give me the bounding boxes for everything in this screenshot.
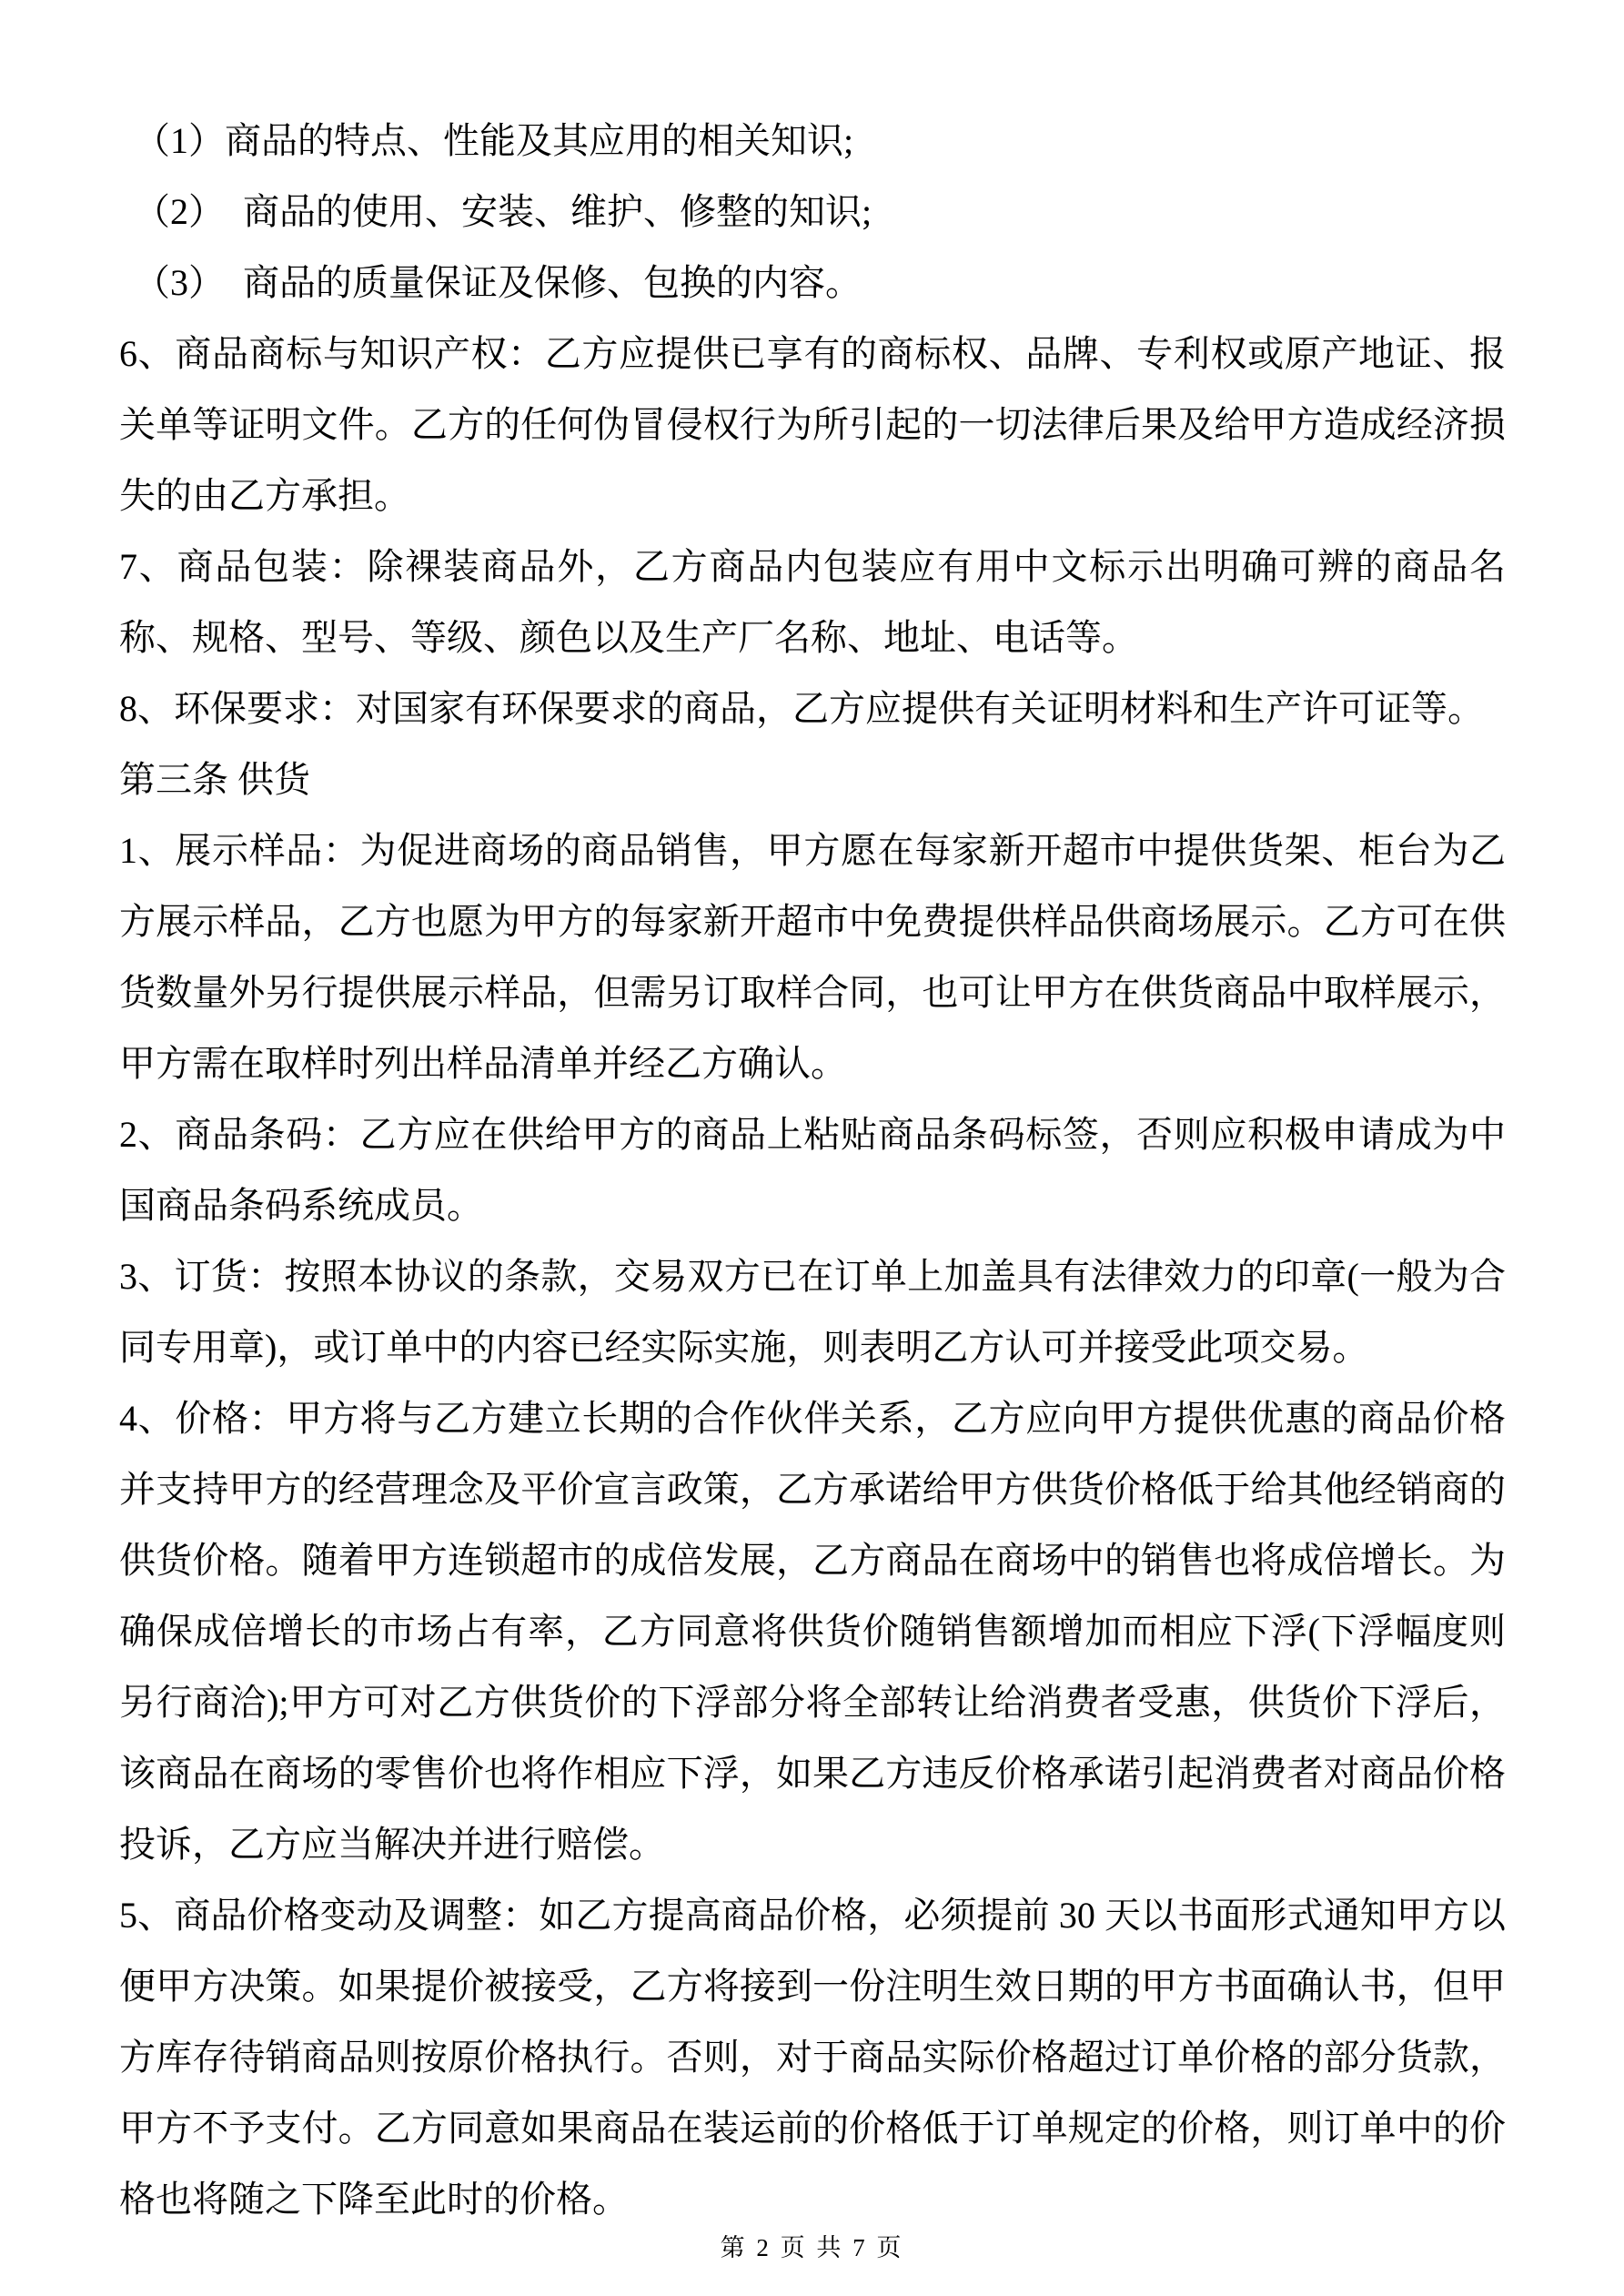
document-body <box>119 106 1506 2235</box>
paragraph: 2、商品条码：乙方应在供给甲方的商品上粘贴商品条码标签，否则应积极申请成为中国商品条码系统成员。 <box>119 1114 1506 1226</box>
paragraph: 3、订货：按照本协议的条款，交易双方已在订单上加盖具有法律效力的印章(一般为合同专用章)，或订单中的内容已经实际实施，则表明乙方认可并接受此项交易。 <box>119 1256 1506 1368</box>
paragraph: 6、商品商标与知识产权：乙方应提供已享有的商标权、品牌、专利权或原产地证、报关单等证明文件。乙方的任何伪冒侵权行为所引起的一切法律后果及给甲方造成经济损失的由乙方承担。 <box>119 333 1506 516</box>
section-heading: 第三条 供货 <box>119 759 310 800</box>
paragraph: 1、展示样品：为促进商场的商品销售，甲方愿在每家新开超市中提供货架、柜台为乙方展示样品，乙方也愿为甲方的每家新开超市中免费提供样品供商场展示。乙方可在供货数量外另行提供展示样品，但需另订取样合同，也可让甲方在供货商品中取样展示，甲方需在取样时列出样品清单并经乙方确认。 <box>119 830 1506 1084</box>
paragraph: 8、环保要求：对国家有环保要求的商品，乙方应提供有关证明材料和生产许可证等。 <box>119 688 1484 729</box>
list-item: （1）商品的特点、性能及其应用的相关知识; <box>134 120 854 161</box>
page-number-footer: 第 2 页 共 7 页 <box>720 2234 904 2261</box>
list-item: （2） 商品的使用、安装、维护、修整的知识; <box>134 191 873 232</box>
list-item: （3） 商品的质量保证及保修、包换的内容。 <box>134 262 862 303</box>
paragraph: 7、商品包装：除裸装商品外，乙方商品内包装应有用中文标示出明确可辨的商品名称、规格、型号、等级、颜色以及生产厂名称、地址、电话等。 <box>119 546 1506 658</box>
paragraph: 5、商品价格变动及调整：如乙方提高商品价格，必须提前 30 天以书面形式通知甲方以便甲方决策。如果提价被接受，乙方将接到一份注明生效日期的甲方书面确认书，但甲方库存待销商品则按原价格执行。否则，对于商品实际价格超过订单价格的部分货款，甲方不予支付。乙方同意如果商品在装运前的价格低于订单规定的价格，则订单中的价格也将随之下降至此时的价格。 <box>119 1895 1506 2220</box>
paragraph: 4、价格：甲方将与乙方建立长期的合作伙伴关系，乙方应向甲方提供优惠的商品价格并支持甲方的经营理念及平价宣言政策，乙方承诺给甲方供货价格低于给其他经销商的供货价格。随着甲方连锁超市的成倍发展，乙方商品在商场中的销售也将成倍增长。为确保成倍增长的市场占有率，乙方同意将供货价随销售额增加而相应下浮(下浮幅度则另行商洽);甲方可对乙方供货价的下浮部分将全部转让给消费者受惠，供货价下浮后，该商品在商场的零售价也将作相应下浮，如果乙方违反价格承诺引起消费者对商品价格投诉，乙方应当解决并进行赔偿。 <box>119 1398 1506 1865</box>
